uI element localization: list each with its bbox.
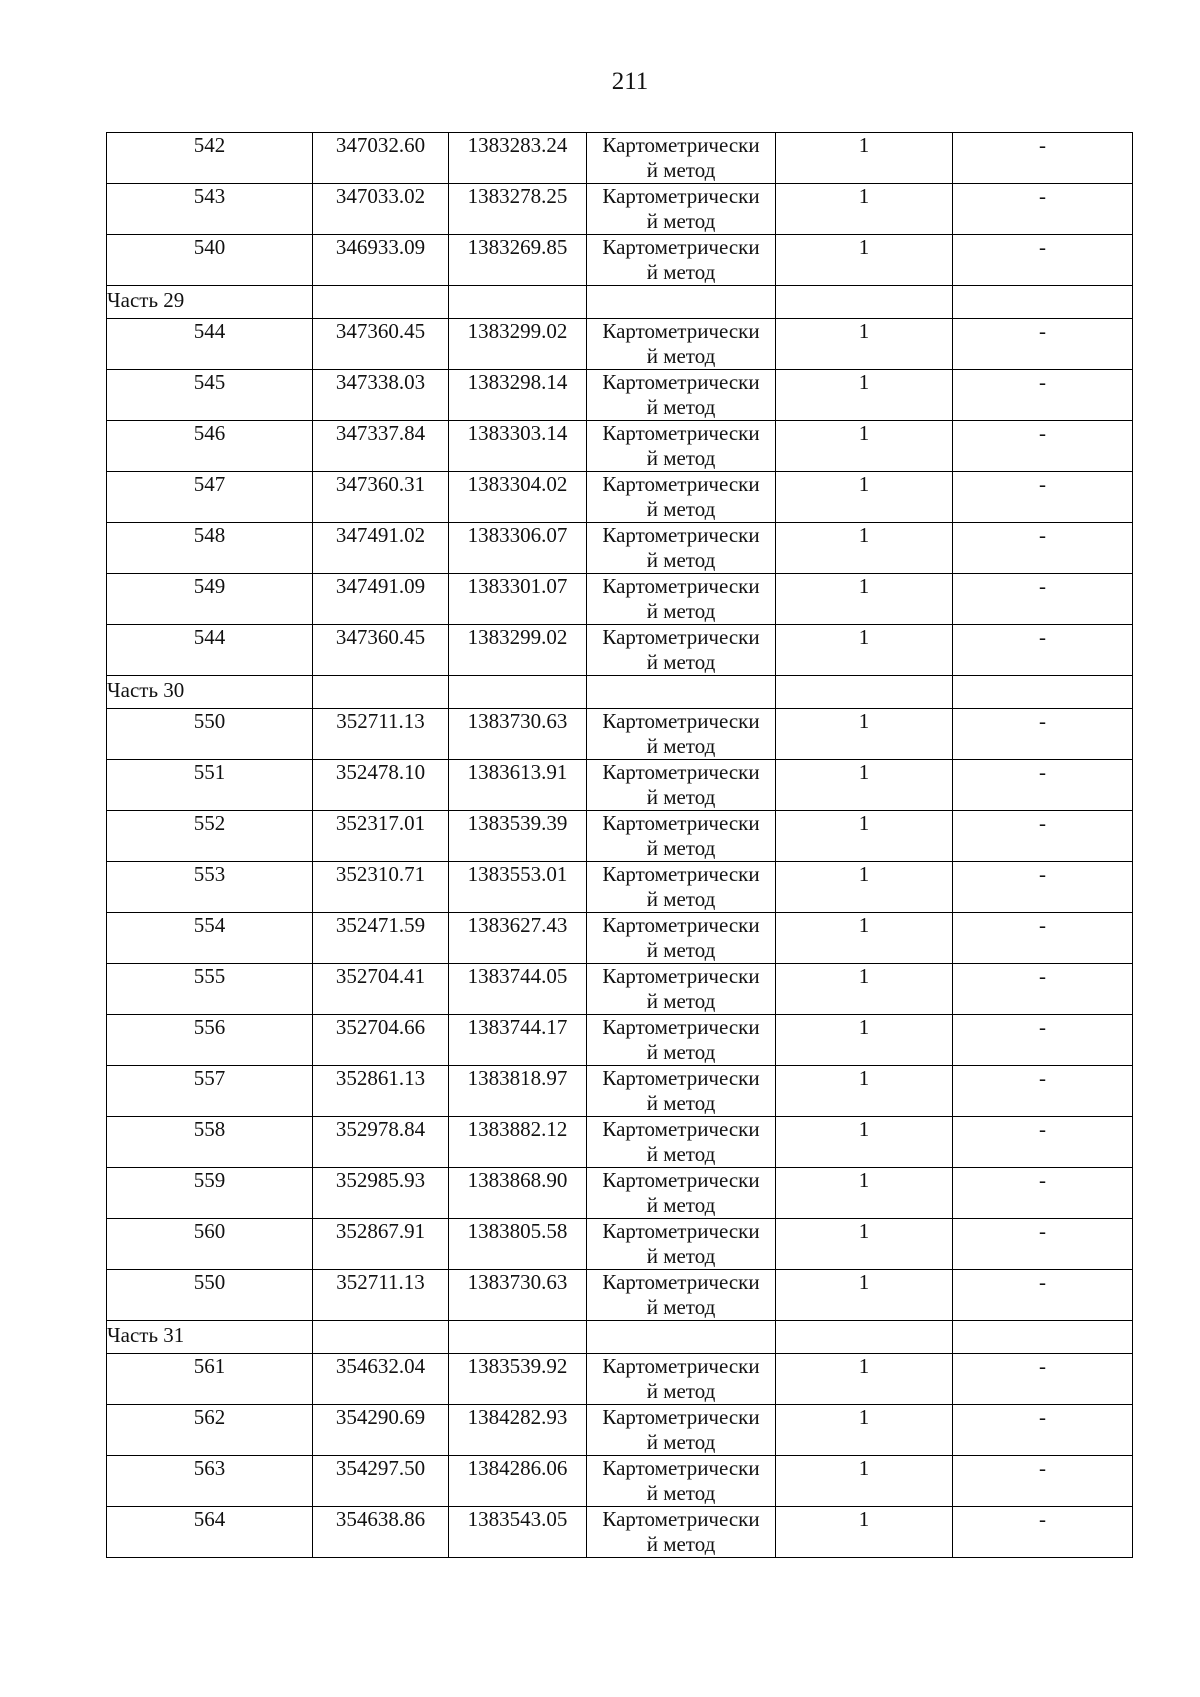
dash-cell: - [953,133,1133,184]
method-line-1: Картометрически [602,811,760,835]
table-row [107,523,1133,574]
table-row [107,574,1133,625]
point-number-cell: 551 [107,760,313,811]
point-number-cell: 558 [107,1117,313,1168]
method-cell [587,709,776,760]
empty-cell [587,286,776,319]
table-row [107,472,1133,523]
accuracy-cell: 1 [776,760,953,811]
point-number-cell: 547 [107,472,313,523]
method-line-2: й метод [646,650,716,674]
x-coordinate-cell: 352317.01 [313,811,449,862]
method-cell [587,133,776,184]
y-coordinate-cell: 1383882.12 [449,1117,587,1168]
method-cell [587,913,776,964]
point-number-cell: 546 [107,421,313,472]
method-cell [587,472,776,523]
accuracy-cell: 1 [776,319,953,370]
accuracy-cell: 1 [776,1507,953,1558]
empty-cell [449,676,587,709]
method-line-1: Картометрически [602,1015,760,1039]
accuracy-cell: 1 [776,1456,953,1507]
method-line-2: й метод [646,836,716,860]
y-coordinate-cell: 1383744.17 [449,1015,587,1066]
y-coordinate-cell: 1383868.90 [449,1168,587,1219]
method-line-1: Картометрически [602,472,760,496]
point-number-cell: 544 [107,625,313,676]
accuracy-cell: 1 [776,709,953,760]
empty-cell [449,286,587,319]
y-coordinate-cell: 1383613.91 [449,760,587,811]
x-coordinate-cell: 347338.03 [313,370,449,421]
point-number-cell: 561 [107,1354,313,1405]
empty-cell [313,1321,449,1354]
point-number-cell: 550 [107,1270,313,1321]
coordinates-table-body [107,133,1133,1558]
x-coordinate-cell: 352867.91 [313,1219,449,1270]
table-row [107,319,1133,370]
point-number-cell: 560 [107,1219,313,1270]
y-coordinate-cell: 1383539.39 [449,811,587,862]
method-line-2: й метод [646,1193,716,1217]
method-line-1: Картометрически [602,574,760,598]
accuracy-cell: 1 [776,574,953,625]
dash-cell: - [953,184,1133,235]
dash-cell: - [953,1507,1133,1558]
table-row [107,421,1133,472]
dash-cell: - [953,625,1133,676]
dash-cell: - [953,811,1133,862]
point-number-cell: 563 [107,1456,313,1507]
dash-cell: - [953,709,1133,760]
dash-cell: - [953,1456,1133,1507]
method-cell [587,1507,776,1558]
method-line-1: Картометрически [602,319,760,343]
dash-cell: - [953,1117,1133,1168]
method-cell [587,370,776,421]
method-line-1: Картометрически [602,1270,760,1294]
method-cell [587,1270,776,1321]
point-number-cell: 559 [107,1168,313,1219]
dash-cell: - [953,319,1133,370]
method-line-2: й метод [646,209,716,233]
y-coordinate-cell: 1383553.01 [449,862,587,913]
method-line-2: й метод [646,599,716,623]
point-number-cell: 544 [107,319,313,370]
method-cell [587,1405,776,1456]
method-line-2: й метод [646,1481,716,1505]
table-row [107,1066,1133,1117]
accuracy-cell: 1 [776,811,953,862]
accuracy-cell: 1 [776,1066,953,1117]
y-coordinate-cell: 1383299.02 [449,625,587,676]
method-line-2: й метод [646,1379,716,1403]
method-line-1: Картометрически [602,184,760,208]
x-coordinate-cell: 352704.66 [313,1015,449,1066]
x-coordinate-cell: 352471.59 [313,913,449,964]
method-line-2: й метод [646,446,716,470]
accuracy-cell: 1 [776,1168,953,1219]
method-cell [587,184,776,235]
x-coordinate-cell: 352978.84 [313,1117,449,1168]
dash-cell: - [953,964,1133,1015]
method-line-2: й метод [646,734,716,758]
method-line-2: й метод [646,785,716,809]
point-number-cell: 550 [107,709,313,760]
empty-cell [313,676,449,709]
x-coordinate-cell: 354638.86 [313,1507,449,1558]
y-coordinate-cell: 1383627.43 [449,913,587,964]
table-row [107,862,1133,913]
method-cell [587,319,776,370]
table-row [107,1507,1133,1558]
coordinates-table [106,132,1133,1558]
y-coordinate-cell: 1383269.85 [449,235,587,286]
y-coordinate-cell: 1383539.92 [449,1354,587,1405]
accuracy-cell: 1 [776,523,953,574]
table-row [107,709,1133,760]
accuracy-cell: 1 [776,235,953,286]
point-number-cell: 562 [107,1405,313,1456]
dash-cell: - [953,1015,1133,1066]
method-line-2: й метод [646,344,716,368]
dash-cell: - [953,1270,1133,1321]
method-line-1: Картометрически [602,1219,760,1243]
accuracy-cell: 1 [776,964,953,1015]
method-cell [587,574,776,625]
method-line-1: Картометрически [602,625,760,649]
point-number-cell: 548 [107,523,313,574]
method-line-2: й метод [646,1532,716,1556]
method-line-2: й метод [646,158,716,182]
y-coordinate-cell: 1384282.93 [449,1405,587,1456]
point-number-cell: 553 [107,862,313,913]
y-coordinate-cell: 1383303.14 [449,421,587,472]
method-line-1: Картометрически [602,964,760,988]
method-line-1: Картометрически [602,913,760,937]
table-row [107,1117,1133,1168]
method-cell [587,523,776,574]
method-line-1: Картометрически [602,1354,760,1378]
y-coordinate-cell: 1383304.02 [449,472,587,523]
dash-cell: - [953,862,1133,913]
empty-cell [953,676,1133,709]
method-line-1: Картометрически [602,760,760,784]
method-line-2: й метод [646,989,716,1013]
method-line-2: й метод [646,1430,716,1454]
x-coordinate-cell: 354632.04 [313,1354,449,1405]
table-row [107,1015,1133,1066]
method-line-1: Картометрически [602,709,760,733]
accuracy-cell: 1 [776,1270,953,1321]
method-line-1: Картометрически [602,370,760,394]
table-row [107,1168,1133,1219]
part-header-row [107,676,1133,709]
point-number-cell: 552 [107,811,313,862]
table-row [107,370,1133,421]
dash-cell: - [953,523,1133,574]
empty-cell [587,1321,776,1354]
method-line-1: Картометрически [602,523,760,547]
dash-cell: - [953,760,1133,811]
dash-cell: - [953,370,1133,421]
x-coordinate-cell: 347360.31 [313,472,449,523]
method-line-2: й метод [646,548,716,572]
point-number-cell: 557 [107,1066,313,1117]
point-number-cell: 556 [107,1015,313,1066]
dash-cell: - [953,1066,1133,1117]
dash-cell: - [953,472,1133,523]
dash-cell: - [953,1354,1133,1405]
point-number-cell: 543 [107,184,313,235]
x-coordinate-cell: 347491.09 [313,574,449,625]
y-coordinate-cell: 1383301.07 [449,574,587,625]
x-coordinate-cell: 352310.71 [313,862,449,913]
empty-cell [587,676,776,709]
x-coordinate-cell: 352861.13 [313,1066,449,1117]
table-row [107,1456,1133,1507]
table-row [107,964,1133,1015]
empty-cell [953,286,1133,319]
method-line-1: Картометрически [602,421,760,445]
y-coordinate-cell: 1383805.58 [449,1219,587,1270]
accuracy-cell: 1 [776,184,953,235]
y-coordinate-cell: 1383818.97 [449,1066,587,1117]
y-coordinate-cell: 1384286.06 [449,1456,587,1507]
method-cell [587,760,776,811]
method-line-1: Картометрически [602,1168,760,1192]
dash-cell: - [953,1168,1133,1219]
point-number-cell: 540 [107,235,313,286]
table-row [107,625,1133,676]
table-row [107,235,1133,286]
method-line-2: й метод [646,1040,716,1064]
point-number-cell: 564 [107,1507,313,1558]
method-cell [587,235,776,286]
dash-cell: - [953,574,1133,625]
table-row [107,1405,1133,1456]
x-coordinate-cell: 352711.13 [313,1270,449,1321]
empty-cell [776,676,953,709]
point-number-cell: 542 [107,133,313,184]
dash-cell: - [953,421,1133,472]
dash-cell: - [953,235,1133,286]
method-line-1: Картометрически [602,1507,760,1531]
part-header-row [107,286,1133,319]
accuracy-cell: 1 [776,1117,953,1168]
table-row [107,1219,1133,1270]
accuracy-cell: 1 [776,1219,953,1270]
method-cell [587,964,776,1015]
empty-cell [776,1321,953,1354]
part-label: Часть 31 [107,1321,313,1354]
y-coordinate-cell: 1383543.05 [449,1507,587,1558]
method-cell [587,421,776,472]
x-coordinate-cell: 347032.60 [313,133,449,184]
method-line-1: Картометрически [602,1456,760,1480]
method-cell [587,1456,776,1507]
accuracy-cell: 1 [776,421,953,472]
method-line-2: й метод [646,938,716,962]
method-line-2: й метод [646,1142,716,1166]
accuracy-cell: 1 [776,370,953,421]
y-coordinate-cell: 1383730.63 [449,709,587,760]
y-coordinate-cell: 1383744.05 [449,964,587,1015]
method-cell [587,1219,776,1270]
x-coordinate-cell: 346933.09 [313,235,449,286]
accuracy-cell: 1 [776,862,953,913]
x-coordinate-cell: 347033.02 [313,184,449,235]
method-line-1: Картометрически [602,1117,760,1141]
x-coordinate-cell: 354290.69 [313,1405,449,1456]
method-line-1: Картометрически [602,235,760,259]
accuracy-cell: 1 [776,625,953,676]
method-cell [587,811,776,862]
x-coordinate-cell: 347360.45 [313,319,449,370]
method-line-2: й метод [646,497,716,521]
y-coordinate-cell: 1383298.14 [449,370,587,421]
y-coordinate-cell: 1383306.07 [449,523,587,574]
x-coordinate-cell: 352704.41 [313,964,449,1015]
empty-cell [313,286,449,319]
y-coordinate-cell: 1383278.25 [449,184,587,235]
table-row [107,811,1133,862]
dash-cell: - [953,1219,1133,1270]
accuracy-cell: 1 [776,472,953,523]
empty-cell [449,1321,587,1354]
y-coordinate-cell: 1383299.02 [449,319,587,370]
dash-cell: - [953,913,1133,964]
x-coordinate-cell: 347337.84 [313,421,449,472]
y-coordinate-cell: 1383283.24 [449,133,587,184]
method-line-1: Картометрически [602,1405,760,1429]
method-line-2: й метод [646,887,716,911]
table-row [107,133,1133,184]
point-number-cell: 554 [107,913,313,964]
table-row [107,913,1133,964]
method-line-1: Картометрически [602,1066,760,1090]
method-cell [587,625,776,676]
part-header-row [107,1321,1133,1354]
x-coordinate-cell: 347491.02 [313,523,449,574]
x-coordinate-cell: 352985.93 [313,1168,449,1219]
method-line-1: Картометрически [602,133,760,157]
x-coordinate-cell: 347360.45 [313,625,449,676]
y-coordinate-cell: 1383730.63 [449,1270,587,1321]
method-cell [587,1354,776,1405]
page-number: 211 [611,68,649,95]
empty-cell [776,286,953,319]
point-number-cell: 555 [107,964,313,1015]
method-line-2: й метод [646,1244,716,1268]
table-row [107,184,1133,235]
method-line-2: й метод [646,1091,716,1115]
part-label: Часть 30 [107,676,313,709]
point-number-cell: 545 [107,370,313,421]
accuracy-cell: 1 [776,1405,953,1456]
part-label: Часть 29 [107,286,313,319]
method-line-2: й метод [646,1295,716,1319]
point-number-cell: 549 [107,574,313,625]
x-coordinate-cell: 352711.13 [313,709,449,760]
accuracy-cell: 1 [776,133,953,184]
accuracy-cell: 1 [776,913,953,964]
method-cell [587,1117,776,1168]
method-cell [587,862,776,913]
accuracy-cell: 1 [776,1015,953,1066]
method-cell [587,1168,776,1219]
method-line-2: й метод [646,260,716,284]
x-coordinate-cell: 354297.50 [313,1456,449,1507]
empty-cell [953,1321,1133,1354]
dash-cell: - [953,1405,1133,1456]
method-cell [587,1015,776,1066]
table-row [107,1270,1133,1321]
method-line-1: Картометрически [602,862,760,886]
table-row [107,1354,1133,1405]
x-coordinate-cell: 352478.10 [313,760,449,811]
method-line-2: й метод [646,395,716,419]
table-row [107,760,1133,811]
accuracy-cell: 1 [776,1354,953,1405]
method-cell [587,1066,776,1117]
